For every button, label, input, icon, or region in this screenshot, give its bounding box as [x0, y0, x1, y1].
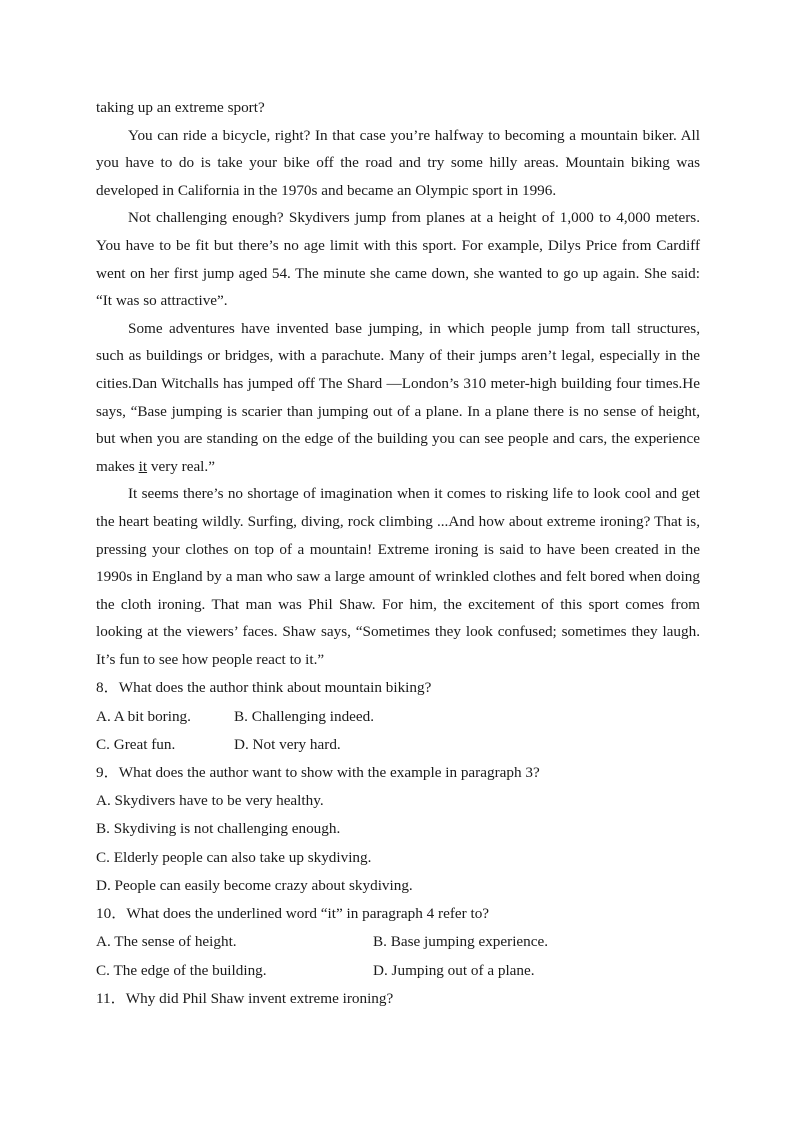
option-b: B. Base jumping experience.: [373, 933, 549, 951]
question-stem: 9．What does the author want to show with the example in paragraph 3?: [96, 764, 540, 782]
option-c: C. Elderly people can also take up skydiving.: [96, 848, 372, 866]
exam-page: [96, 94, 700, 1013]
options-row: [96, 731, 700, 759]
paragraph-extreme-ironing: It seems there’s no shortage of imagination when it comes to risking life to look cool and get the heart beating wildly. Surfing, diving, rock climbing ...And how about extreme ironing? That is, pressing your clothes on top of a mountain! Extreme ironing is said to have been created in the 1990s in England by a man who saw a large amount of wrinkled clothes and felt bored when doing the cloth ironing. That man was Phil Shaw. For him, the excitement of this sport comes from looking at the viewers’ faces. Shaw says, “Sometimes they look confused; sometimes they laugh. It’s fun to see how people react to it.”: [96, 485, 700, 668]
option-b: B. Challenging indeed.: [234, 707, 375, 725]
options-row: [96, 928, 700, 956]
paragraph-base-jumping: [96, 315, 700, 481]
option-b: B. Skydiving is not challenging enough.: [96, 820, 341, 838]
underlined-word: it: [138, 457, 148, 475]
question-stem: 10．What does the underlined word “it” in paragraph 4 refer to?: [96, 905, 490, 923]
options-row: [96, 957, 700, 985]
question-10: [96, 900, 700, 985]
question-8: [96, 674, 700, 759]
paragraph-skydiving: Not challenging enough? Skydivers jump from planes at a height of 1,000 to 4,000 meters. You have to be fit but there’s no age limit with this sport. For example, Dilys Price from Cardiff went on her first jump aged 54. The minute she came down, she wanted to go up again. She said: “It was so attractive”.: [96, 209, 700, 310]
option-d: D. Jumping out of a plane.: [373, 961, 535, 979]
passage-continuation: taking up an extreme sport?: [96, 99, 265, 116]
option-d: D. People can easily become crazy about skydiving.: [96, 876, 413, 894]
paragraph-mountain-biking: You can ride a bicycle, right? In that case you’re halfway to becoming a mountain biker. All you have to do is take your bike off the road and try some hilly areas. Mountain biking was developed in California in the 1970s and became an Olympic sport in 1996.: [96, 126, 700, 199]
option-a: A. Skydivers have to be very healthy.: [96, 792, 324, 810]
option-a: A. The sense of height.: [96, 933, 237, 951]
option-a: A. A bit boring.: [96, 707, 191, 725]
options-row: [96, 703, 700, 731]
question-11: [96, 985, 700, 1013]
paragraph-text: Some adventures have invented base jumping, in which people jump from tall structures, such as buildings or bridges, with a parachute. Many of their jumps aren’t legal, especially in the cities.Dan Witchalls has jumped off The Shard —London’s 310 meter-high building four times.He says, “Base jumping is scarier than jumping out of a plane. In a plane there is no sense of height, but when you are standing on the edge of the building you can see people and cars, the experience makes: [96, 319, 700, 475]
question-stem: 11．Why did Phil Shaw invent extreme ironing?: [96, 989, 394, 1007]
paragraph-text: very real.”: [147, 457, 215, 475]
question-9: [96, 759, 700, 900]
option-d: D. Not very hard.: [234, 735, 341, 753]
question-stem: 8．What does the author think about mountain biking?: [96, 679, 432, 697]
option-c: C. Great fun.: [96, 735, 176, 753]
option-c: C. The edge of the building.: [96, 961, 267, 979]
